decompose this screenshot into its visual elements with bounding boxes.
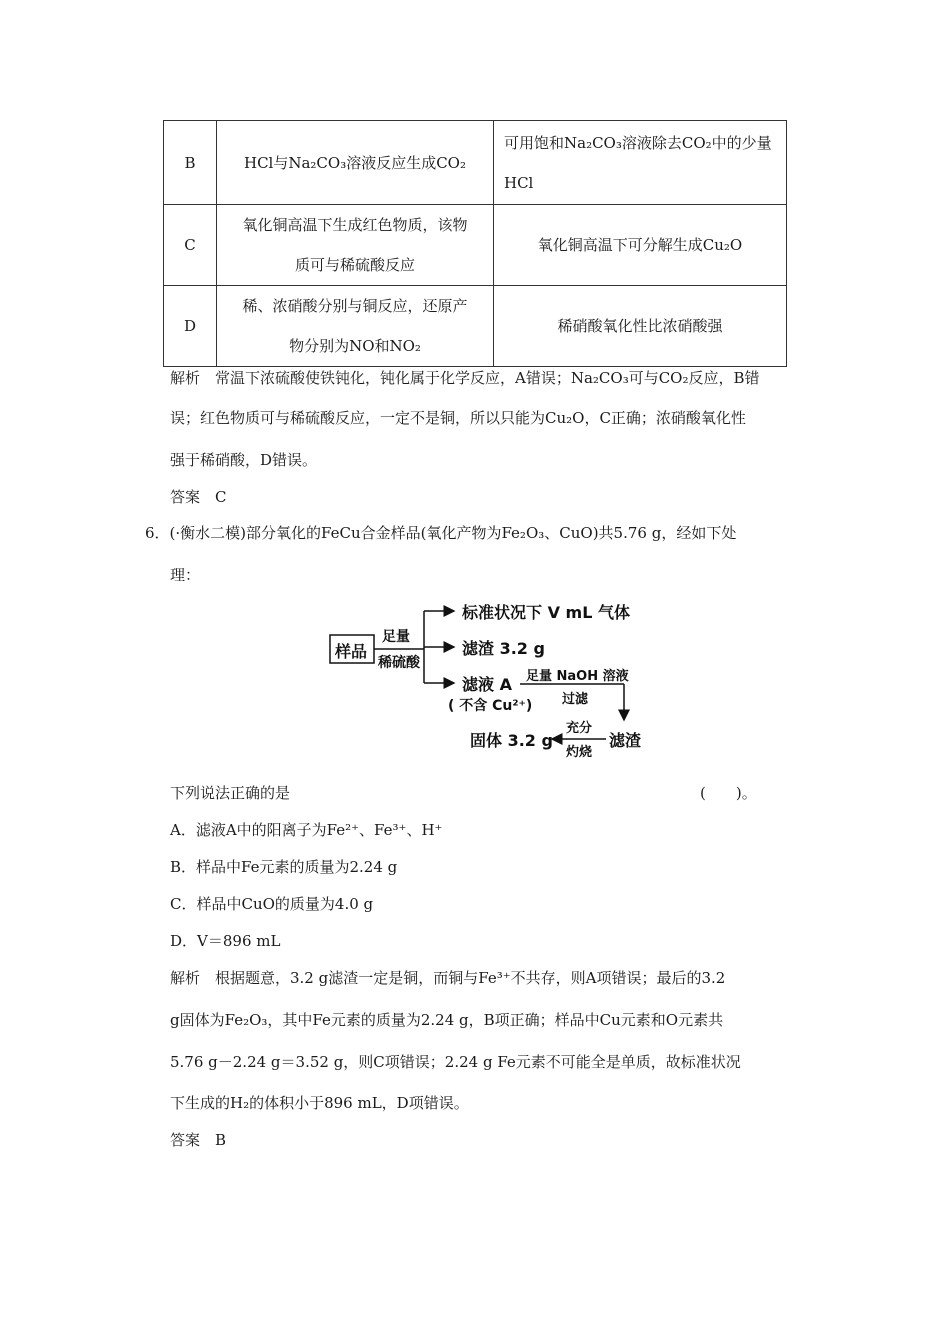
option-c: C．样品中CuO的质量为4.0 g (170, 895, 374, 913)
statement-line: 稀、浓硝酸分别与铜反应，还原产 (242, 297, 468, 315)
q6-analysis-line: g固体为Fe₂O₃，其中Fe元素的质量为2.24 g，B项正确；样品中Cu元素和O元素共 (170, 1011, 724, 1029)
q6-prompt: 下列说法正确的是 (170, 784, 291, 802)
conclusion-cell: 稀硝酸氧化性比浓硝酸强 (494, 286, 787, 367)
residue-product: 滤渣 3.2 g (462, 639, 545, 658)
conclusion-line: HCl (504, 173, 534, 192)
filter-label: 过滤 (562, 692, 589, 707)
residue2-label: 滤渣 (609, 731, 642, 750)
option-d: D．V＝896 mL (170, 932, 281, 950)
q6-analysis-line: 下生成的H₂的体积小于896 mL，D项错误。 (170, 1094, 469, 1112)
burn-top: 充分 (566, 721, 593, 736)
conclusion-cell (494, 121, 787, 205)
filtrate-note: ( 不含 Cu²⁺) (448, 698, 533, 714)
reagent-top: 足量 (382, 629, 410, 645)
option-b: B．样品中Fe元素的质量为2.24 g (170, 858, 398, 876)
row-label: D (164, 286, 217, 367)
q5-analysis-line: 解析 常温下浓硫酸使铁钝化，钝化属于化学反应，A错误；Na₂CO₃可与CO₂反应，B错 (170, 369, 760, 387)
q6-analysis-line: 5.76 g－2.24 g＝3.52 g，则C项错误；2.24 g Fe元素不可能全是单质，故标准状况 (170, 1053, 741, 1071)
row-label: B (164, 121, 217, 205)
burn-bottom: 灼烧 (566, 745, 593, 760)
statement-cell (217, 205, 494, 286)
q5-answer: 答案 C (170, 488, 227, 506)
q6-answer: 答案 B (170, 1131, 227, 1149)
q5-analysis-line: 误；红色物质可与稀硫酸反应，一定不是铜，所以只能为Cu₂O，C正确；浓硝酸氧化性 (170, 409, 746, 427)
naoh-label: 足量 NaOH 溶液 (526, 669, 629, 684)
answer-bracket: ( )。 (700, 784, 757, 802)
row-label: C (164, 205, 217, 286)
statement-cell: HCl与Na₂CO₃溶液反应生成CO₂ (217, 121, 494, 205)
statement-line: 物分别为NO和NO₂ (289, 337, 421, 355)
q5-analysis-line: 强于稀硝酸，D错误。 (170, 451, 318, 469)
reagent-bottom: 稀硫酸 (378, 655, 420, 671)
table-row (164, 121, 787, 205)
q6-analysis-line: 解析 根据题意，3.2 g滤渣一定是铜，而铜与Fe³⁺不共存，则A项错误；最后的3.2 (170, 969, 726, 987)
q6-stem-line: 6．(·衡水二模)部分氧化的FeCu合金样品(氧化产物为Fe₂O₃、CuO)共5.76 g，经如下处 (145, 524, 737, 542)
statement-line: 氧化铜高温下生成红色物质，该物 (242, 216, 468, 234)
conclusion-cell: 氧化铜高温下可分解生成Cu₂O (494, 205, 787, 286)
filtrate-a: 滤液 A (462, 675, 512, 694)
gas-product: 标准状况下 V mL 气体 (462, 603, 630, 622)
option-a: A．滤液A中的阳离子为Fe²⁺、Fe³⁺、H⁺ (170, 821, 443, 839)
statement-cell (217, 286, 494, 367)
table-row (164, 205, 787, 286)
solid-product: 固体 3.2 g (470, 731, 553, 750)
statement-line: 质可与稀硫酸反应 (294, 256, 415, 274)
q6-stem-line: 理： (170, 566, 201, 584)
flow-diagram (320, 595, 650, 765)
conclusion-line: 可用饱和Na₂CO₃溶液除去CO₂中的少量 (504, 133, 772, 152)
table-row (164, 286, 787, 367)
options-table (163, 120, 787, 362)
sample-label: 样品 (335, 642, 368, 661)
